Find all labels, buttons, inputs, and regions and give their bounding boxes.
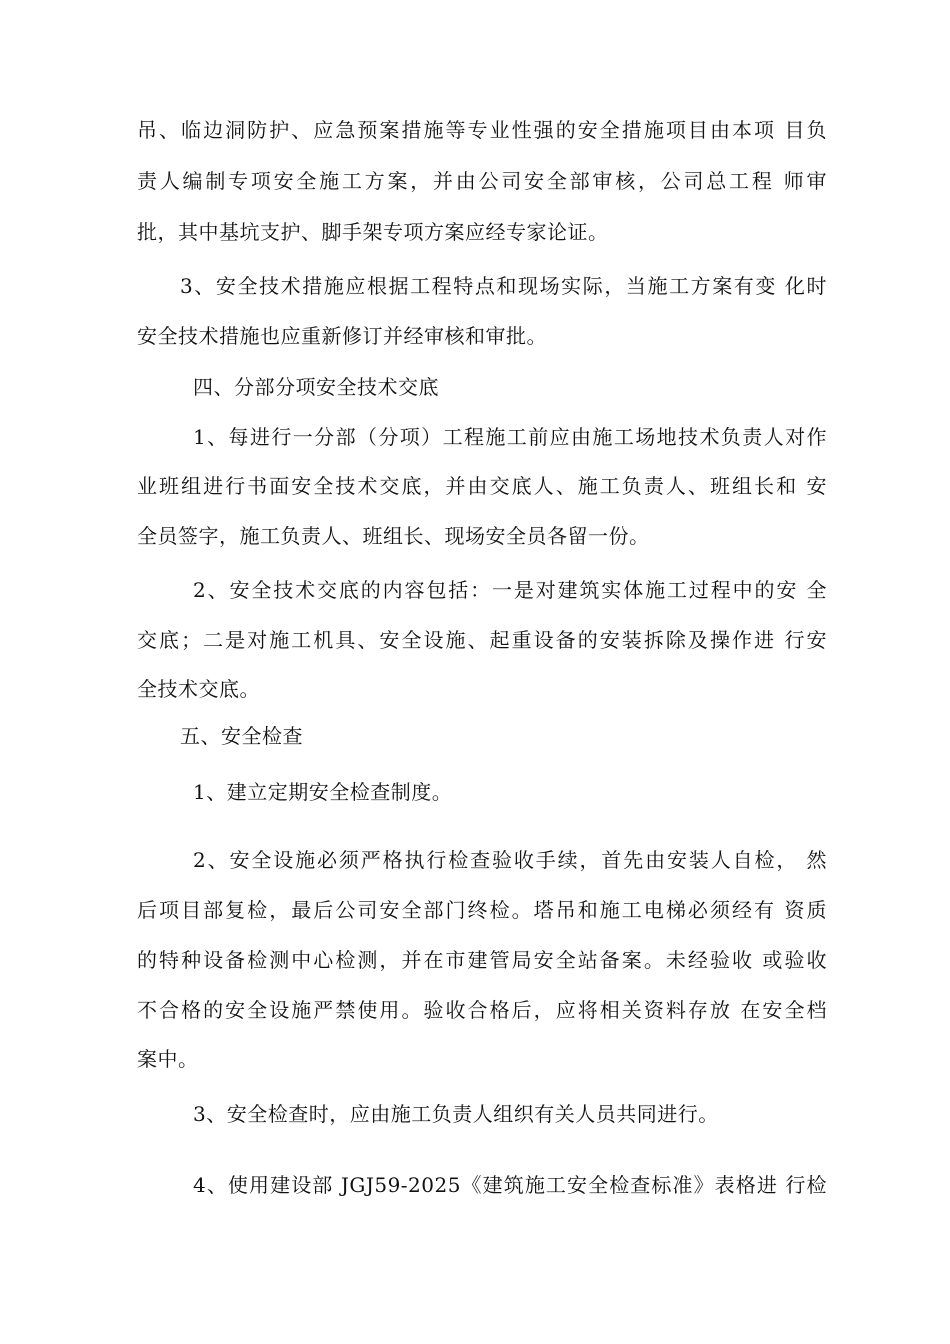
paragraph-line: 全员签字，施工负责人、班组长、现场安全员各留一份。: [137, 524, 650, 548]
paragraph-line: 吊、临边洞防护、应急预案措施等专业性强的安全措施项目由本项 目负: [137, 118, 827, 142]
paragraph-line: 责人编制专项安全施工方案，并由公司安全部审核，公司总工程 师审: [137, 169, 827, 193]
paragraph-line: 后项目部复检，最后公司安全部门终检。塔吊和施工电梯必须经有 资质: [137, 898, 827, 922]
paragraph-line: 的特种设备检测中心检测，并在市建管局安全站备案。未经验收 或验收: [137, 948, 827, 972]
paragraph-line: 业班组进行书面安全技术交底，并由交底人、施工负责人、班组长和 安: [137, 474, 827, 498]
section-heading: 四、分部分项安全技术交底: [193, 375, 439, 399]
paragraph-line: 安全技术措施也应重新修订并经审核和审批。: [137, 324, 547, 348]
paragraph-line: 3、安全检查时，应由施工负责人组织有关人员共同进行。: [193, 1102, 719, 1126]
paragraph-line: 1、每进行一分部（分项）工程施工前应由施工场地技术负责人对作: [193, 425, 827, 449]
paragraph-line: 4、使用建设部 JGJ59-2025《建筑施工安全检查标准》表格进 行检: [193, 1173, 827, 1197]
paragraph-line: 1、建立定期安全检查制度。: [193, 780, 453, 804]
paragraph-line: 批，其中基坑支护、脚手架专项方案应经专家论证。: [137, 220, 609, 244]
paragraph-line: 2、安全技术交底的内容包括：一是对建筑实体施工过程中的安 全: [193, 578, 827, 602]
paragraph-line: 3、安全技术措施应根据工程特点和现场实际，当施工方案有变 化时: [180, 274, 827, 298]
paragraph-line: 交底；二是对施工机具、安全设施、起重设备的安装拆除及操作进 行安: [137, 628, 827, 652]
paragraph-line: 全技术交底。: [137, 677, 260, 701]
paragraph-line: 2、安全设施必须严格执行检查验收手续，首先由安装人自检， 然: [193, 848, 827, 872]
paragraph-line: 案中。: [137, 1047, 199, 1071]
section-heading: 五、安全检查: [180, 724, 303, 748]
paragraph-line: 不合格的安全设施严禁使用。验收合格后，应将相关资料存放 在安全档: [137, 998, 827, 1022]
